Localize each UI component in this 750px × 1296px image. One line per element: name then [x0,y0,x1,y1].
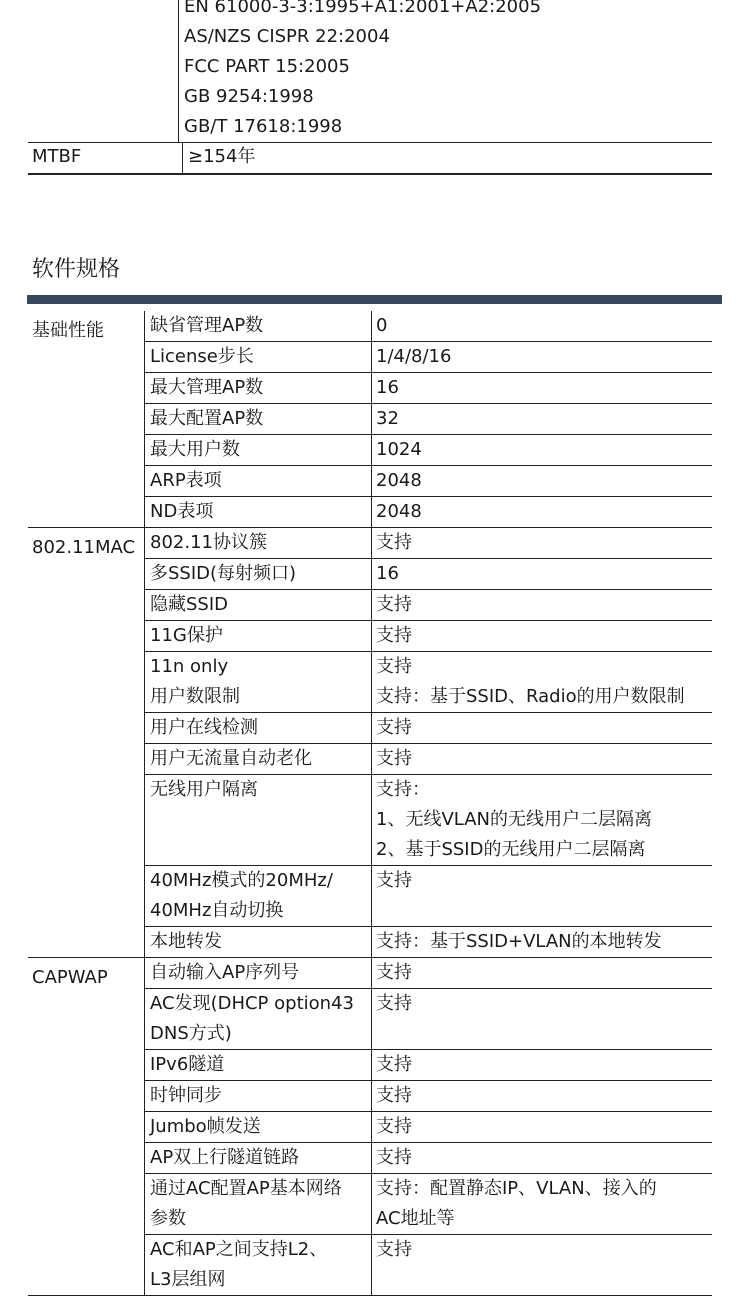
table-row [145,651,712,712]
table-row [145,558,712,589]
table-row [145,1111,712,1142]
feature-cell: ARP表项 [145,466,372,496]
group-rows [144,528,712,957]
mtbf-row [28,142,712,175]
standard-line: GB/T 17618:1998 [178,112,712,142]
group-label: 基础性能 [32,320,104,341]
table-row [145,341,712,372]
value-cell: 支持 [376,993,412,1014]
feature-cell: 隐藏SSID [145,590,372,620]
value-cell: 支持 [376,1054,412,1075]
value-cell: 支持 [376,1116,412,1137]
spec-continuation-row [28,52,712,82]
top-spec-table-continuation [28,0,712,175]
spec-continuation-row [28,112,712,142]
value-cell: 0 [376,315,388,336]
value-cell: 1/4/8/16 [376,346,452,367]
value-cell: 支持： 1、无线VLAN的无线用户二层隔离 2、基于SSID的无线用户二层隔离 [376,779,652,860]
table-row [145,589,712,620]
value-cell: 支持 支持：基于SSID、Radio的用户数限制 [376,656,685,707]
value-cell: 支持 [376,625,412,646]
spec-continuation-row [28,22,712,52]
feature-cell: 本地转发 [145,927,372,957]
table-row [145,1142,712,1173]
value-cell: 支持 [376,594,412,615]
standard-line: AS/NZS CISPR 22:2004 [178,22,712,52]
value-cell: 16 [376,563,399,584]
value-cell: 支持 [376,1147,412,1168]
feature-cell: 用户无流量自动老化 [145,744,372,774]
feature-cell: 用户在线检测 [145,713,372,743]
table-row [145,620,712,651]
section-divider-bar [27,295,722,304]
spec-continuation-row [28,0,712,22]
feature-cell: License步长 [145,342,372,372]
feature-cell: 无线用户隔离 [145,775,372,865]
table-row [145,988,712,1049]
table-row [145,372,712,403]
value-cell: 支持 [376,1239,412,1260]
table-row [145,1234,712,1295]
spec-continuation-row [28,82,712,112]
table-row [145,496,712,527]
table-row [145,712,712,743]
value-cell: 2048 [376,501,422,522]
standard-line: GB 9254:1998 [178,82,712,112]
table-row [145,465,712,496]
value-cell: 2048 [376,470,422,491]
group-rows [144,311,712,527]
feature-cell: 时钟同步 [145,1081,372,1111]
value-cell: 支持 [376,962,412,983]
group-label: 802.11MAC [32,537,136,558]
value-cell: 支持：基于SSID+VLAN的本地转发 [376,931,662,952]
value-cell: 支持 [376,532,412,553]
feature-cell: 自动输入AP序列号 [145,958,372,988]
feature-cell: 缺省管理AP数 [145,311,372,341]
spec-group [28,957,712,1295]
section-title: 软件规格 [32,257,121,282]
table-row [145,774,712,865]
feature-cell: 11G保护 [145,621,372,651]
value-cell: 支持：配置静态IP、VLAN、接入的 AC地址等 [376,1178,657,1229]
value-cell: 32 [376,408,399,429]
spec-group [28,311,712,527]
table-row [145,865,712,926]
feature-cell: 最大管理AP数 [145,373,372,403]
feature-cell: 802.11协议簇 [145,528,372,558]
value-cell: 支持 [376,870,412,891]
feature-cell: ND表项 [145,497,372,527]
feature-cell: IPv6隧道 [145,1050,372,1080]
standard-line: FCC PART 15:2005 [178,52,712,82]
feature-cell: 最大用户数 [145,435,372,465]
table-row [145,1173,712,1234]
value-cell: 1024 [376,439,422,460]
table-row [145,743,712,774]
value-cell: 支持 [376,1085,412,1106]
feature-cell: AC和AP之间支持L2、 L3层组网 [145,1235,372,1295]
feature-cell: 多SSID(每射频口) [145,559,372,589]
value-cell: 支持 [376,717,412,738]
table-row [145,926,712,957]
feature-cell: Jumbo帧发送 [145,1112,372,1142]
group-rows [144,958,712,1295]
table-row [145,403,712,434]
feature-cell: 40MHz模式的20MHz/ 40MHz自动切换 [145,866,372,926]
feature-cell: 通过AC配置AP基本网络 参数 [145,1174,372,1234]
value-cell: 支持 [376,748,412,769]
table-row [145,528,712,558]
feature-cell: 最大配置AP数 [145,404,372,434]
group-label: CAPWAP [32,967,108,988]
table-row [145,958,712,988]
feature-cell: AC发现(DHCP option43 DNS方式) [145,989,372,1049]
value-cell: 16 [376,377,399,398]
spec-group [28,527,712,957]
standard-line: EN 61000-3-3:1995+A1:2001+A2:2005 [178,0,712,22]
mtbf-value: ≥154年 [182,143,712,173]
table-row [145,434,712,465]
table-row [145,311,712,341]
table-row [145,1080,712,1111]
table-row [145,1049,712,1080]
software-spec-table [28,311,712,1296]
feature-cell: AP双上行隧道链路 [145,1143,372,1173]
feature-cell: 11n only 用户数限制 [145,652,372,712]
mtbf-label: MTBF [32,146,82,167]
